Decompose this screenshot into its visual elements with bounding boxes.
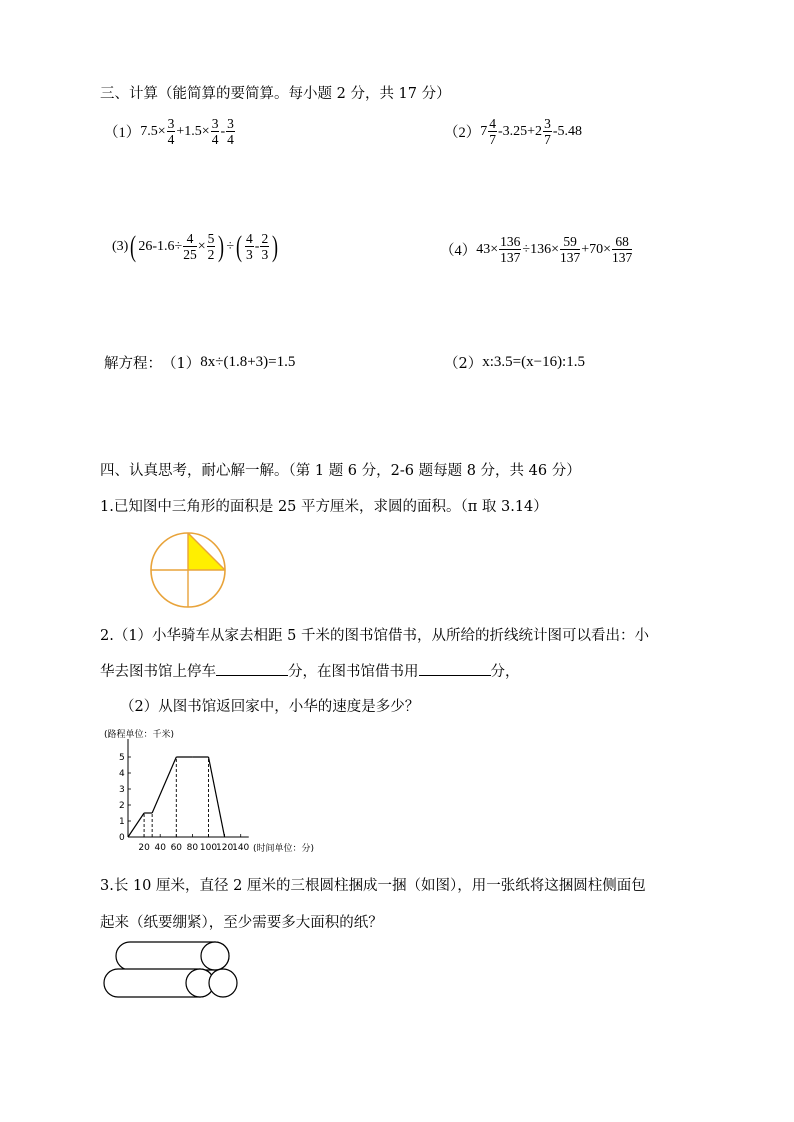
problem-3-2 <box>444 116 582 147</box>
right-paren: ) <box>272 229 279 263</box>
equation-row-2 <box>444 352 585 373</box>
expr-part: 43× <box>476 241 499 257</box>
question-2-line2 <box>100 660 520 681</box>
x-tick-label: 140 <box>232 843 250 853</box>
fraction: $\frac{68}{137}$ <box>612 234 633 265</box>
y-tick-label: 5 <box>119 753 125 763</box>
left-paren: ( <box>236 229 243 263</box>
problem-label: （1） <box>104 125 141 141</box>
left-paren: ( <box>130 229 137 263</box>
question-3-line2: 起来（纸要绷紧），至少需要多大面积的纸？ <box>100 915 383 931</box>
fraction: $\frac{3}{4}$ <box>167 116 175 147</box>
expr-part: -3.25+2 <box>498 123 543 139</box>
question-2-sub2: （2）从图书馆返回家中，小华的速度是多少？ <box>120 699 420 715</box>
x-tick-label: 60 <box>170 843 183 853</box>
fraction: $\frac{4}{3}$ <box>246 231 253 262</box>
fraction: $\frac{59}{137}$ <box>560 234 581 265</box>
x-tick-label: 20 <box>138 843 150 853</box>
q2-text-c: 分， <box>490 664 520 680</box>
y-tick-label: 0 <box>119 833 125 843</box>
problem-label: （2） <box>444 125 481 141</box>
x-tick-label: 100 <box>199 843 218 853</box>
fraction: $\frac{3}{7}$ <box>544 116 551 147</box>
series-segment <box>128 813 144 837</box>
cylinder-top-end <box>201 942 229 970</box>
y-tick-label: 2 <box>119 801 125 811</box>
question-1: 1.已知图中三角形的面积是 25 平方厘米，求圆的面积。（π 取 3.14） <box>100 499 548 515</box>
chart-ylabel: (路程单位：千米) <box>104 730 175 740</box>
problem-3-1 <box>104 116 236 147</box>
q2-text-a: 华去图书馆上停车 <box>100 664 216 680</box>
distance-time-chart <box>100 724 330 854</box>
expr-part: 7.5× <box>140 123 166 139</box>
expr-part: ÷ <box>226 238 235 254</box>
fraction: $\frac{136}{137}$ <box>500 234 521 265</box>
fraction: $\frac{5}{2}$ <box>207 231 215 262</box>
problem-3-4 <box>440 234 633 265</box>
expr-part: -5.48 <box>552 123 582 139</box>
section3-heading: 三、计算（能简算的要简算。每小题 2 分，共 17 分） <box>100 86 451 102</box>
answer-blank-parking[interactable] <box>216 661 288 676</box>
q2-text-b: 分，在图书馆借书用 <box>288 664 419 680</box>
x-tick-label: 120 <box>216 843 234 853</box>
equation-1: 8x÷(1.8+3)=1.5 <box>200 354 296 370</box>
right-paren: ) <box>218 229 225 263</box>
question-2-line1: 2.（1）小华骑车从家去相距 5 千米的图书馆借书，从所给的折线统计图可以看出：小 <box>100 628 650 644</box>
three-cylinders-figure <box>100 938 245 1000</box>
series-segment <box>209 757 225 837</box>
fraction: $\frac{2}{3}$ <box>261 231 269 262</box>
y-tick-label: 4 <box>119 769 125 779</box>
expr-part: - <box>254 238 260 254</box>
x-tick-label: 80 <box>186 843 199 853</box>
y-tick-label: 3 <box>119 785 125 795</box>
equation-row-1 <box>104 352 295 373</box>
problem-3-3 <box>112 231 280 262</box>
cylinder-bottom-right-end <box>209 969 237 997</box>
expr-part: 7 <box>480 123 488 139</box>
fraction: $\frac{3}{4}$ <box>211 116 219 147</box>
section4-heading: 四、认真思考，耐心解一解。（第 1 题 6 分，2-6 题每题 8 分，共 46 分） <box>100 463 581 479</box>
chart-xlabel: (时间单位：分) <box>253 844 315 854</box>
expr-part: × <box>197 238 206 254</box>
series-segment <box>152 757 176 813</box>
equation-label: （2） <box>444 356 483 372</box>
fraction: $\frac{3}{4}$ <box>227 116 234 147</box>
y-tick-label: 1 <box>119 817 125 827</box>
circle-triangle-figure <box>146 528 230 612</box>
problem-label: （4） <box>440 243 477 259</box>
fraction: $\frac{4}{25}$ <box>183 231 197 262</box>
expr-part: 26-1.6÷ <box>138 238 183 254</box>
x-tick-label: 40 <box>154 843 166 853</box>
equation-heading: 解方程： <box>104 356 162 372</box>
expr-part: +70× <box>581 241 612 257</box>
equation-label: （1） <box>162 356 201 372</box>
answer-blank-borrowing[interactable] <box>419 661 491 676</box>
problem-label: (3) <box>112 238 129 254</box>
question-3-line1: 3.长 10 厘米，直径 2 厘米的三根圆柱捆成一捆（如图），用一张纸将这捆圆柱侧面包 <box>100 878 646 894</box>
expr-part: ÷136× <box>522 241 559 257</box>
fraction: $\frac{4}{7}$ <box>489 116 496 147</box>
equation-2: x:3.5=(x−16):1.5 <box>482 354 585 370</box>
expr-part: - <box>220 123 226 139</box>
expr-part: +1.5× <box>176 123 210 139</box>
